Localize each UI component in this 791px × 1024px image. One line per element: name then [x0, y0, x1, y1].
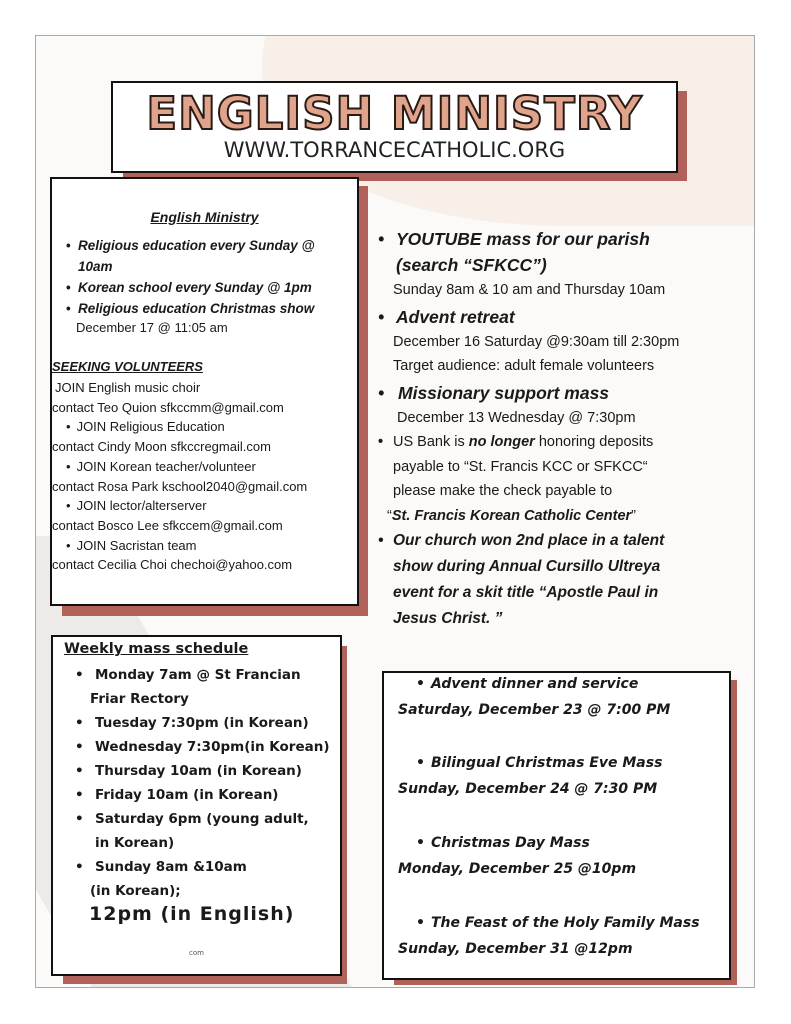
event-title: • Christmas Day Mass	[398, 830, 636, 856]
ministry-list	[66, 235, 351, 319]
mass-time-item	[75, 807, 340, 855]
volunteers-list	[52, 378, 307, 575]
youtube-times: Sunday 8am & 10 am and Thursday 10am	[393, 282, 666, 298]
youtube-title: • YOUTUBE mass for our parish	[396, 229, 650, 249]
volunteer-contact: contact Rosa Park kschool2040@gmail.com	[52, 478, 308, 494]
event-item	[398, 750, 662, 802]
footer-note: com	[189, 949, 204, 957]
mass-time: Monday 7am @ St Francian	[95, 667, 301, 683]
bank-notice-text: honoring deposits	[534, 434, 654, 450]
talent-show-announcement	[378, 528, 743, 632]
list-item: • Religious education Christmas show	[66, 298, 351, 319]
page-title: ENGLISH MINISTRY	[146, 87, 643, 140]
check-payee: St. Francis Korean Catholic Center	[391, 507, 632, 524]
talent-line: event for a skit title “Apostle Paul in	[393, 584, 659, 601]
mass-location: Friar Rectory	[90, 691, 189, 707]
event-title: • Advent dinner and service	[398, 671, 670, 697]
event-title: • The Feast of the Holy Family Mass	[398, 910, 700, 936]
talent-line: Jesus Christ. ”	[393, 610, 503, 627]
announcements	[378, 226, 743, 632]
mass-time-item	[75, 735, 340, 759]
missionary-mass-title: • Missionary support mass	[378, 380, 743, 406]
weekly-list	[75, 663, 340, 903]
event-datetime: Monday, December 25 @10pm	[398, 861, 637, 877]
event-datetime: Sunday, December 31 @12pm	[398, 941, 633, 957]
youtube-announcement	[378, 226, 743, 278]
bank-notice-text: US Bank is	[393, 434, 469, 450]
talent-line: show during Annual Cursillo Ultreya	[393, 558, 661, 575]
mass-time-item	[75, 759, 340, 783]
english-mass-time: 12pm (in English)	[89, 903, 295, 925]
advent-retreat-title: • Advent retreat	[378, 304, 743, 330]
event-title: • Bilingual Christmas Eve Mass	[398, 750, 662, 776]
mass-time-item	[75, 855, 340, 903]
quote-mark: ”	[631, 507, 636, 524]
weekly-heading: Weekly mass schedule	[64, 641, 249, 657]
events-box	[382, 671, 731, 980]
volunteer-role	[52, 536, 307, 556]
bank-notice-line: payable to “St. Francis KCC or SFKCC“	[393, 458, 648, 475]
weekly-mass-schedule-box	[51, 635, 342, 976]
mass-note: in Korean)	[95, 835, 175, 851]
volunteer-role	[52, 496, 307, 516]
volunteer-contact: contact Bosco Lee sfkccem@gmail.com	[52, 517, 283, 533]
event-item	[398, 910, 700, 962]
mass-time: Sunday 8am &10am	[95, 859, 247, 875]
event-datetime: Saturday, December 23 @ 7:00 PM	[398, 702, 671, 718]
youtube-search-hint: (search “SFKCC”)	[396, 255, 547, 275]
volunteer-role: JOIN English music choir	[55, 380, 201, 395]
volunteer-contact: contact Teo Quion sfkccmm@gmail.com	[52, 399, 284, 415]
ministry-box	[50, 177, 359, 606]
advent-retreat-audience: Target audience: adult female volunteers	[393, 358, 655, 374]
mass-time: Wednesday 7:30pm(in Korean)	[95, 739, 330, 755]
volunteer-role-text: JOIN Sacristan team	[76, 537, 197, 553]
bank-notice	[378, 430, 743, 528]
advent-retreat-date: December 16 Saturday @9:30am till 2:30pm	[393, 334, 680, 350]
mass-time: Saturday 6pm (young adult,	[95, 811, 309, 827]
christmas-show-date: December 17 @ 11:05 am	[76, 320, 228, 335]
website-url[interactable]: WWW.TORRANCECATHOLIC.ORG	[223, 138, 566, 162]
volunteer-role-text: JOIN Religious Education	[76, 419, 225, 435]
talent-line: • Our church won 2nd place in a talent	[393, 532, 665, 549]
bank-notice-emphasis: no longer	[468, 434, 535, 450]
mass-time: Thursday 10am (in Korean)	[95, 763, 302, 779]
mass-time-item	[75, 783, 340, 807]
volunteer-role-text: JOIN Korean teacher/volunteer	[76, 458, 256, 474]
list-item: • Korean school every Sunday @ 1pm	[66, 277, 351, 298]
mass-time: Tuesday 7:30pm (in Korean)	[95, 715, 309, 731]
volunteer-contact: contact Cecilia Choi chechoi@yahoo.com	[52, 557, 293, 573]
volunteer-role-text: JOIN lector/alterserver	[76, 498, 207, 514]
payee-line	[387, 504, 743, 529]
volunteer-role	[52, 417, 307, 437]
mass-time-item	[75, 711, 340, 735]
event-item	[398, 830, 636, 882]
mass-note: (in Korean);	[90, 883, 181, 899]
event-item	[398, 671, 670, 723]
bank-notice-line: please make the check payable to	[393, 483, 613, 499]
mass-time-item	[75, 663, 340, 711]
ministry-heading: English Ministry	[150, 209, 259, 225]
event-datetime: Sunday, December 24 @ 7:30 PM	[398, 781, 658, 797]
missionary-mass-date: December 13 Wednesday @ 7:30pm	[397, 410, 636, 426]
title-banner	[111, 81, 678, 173]
volunteers-heading: SEEKING VOLUNTEERS	[52, 359, 203, 374]
volunteer-contact: contact Cindy Moon sfkccregmail.com	[52, 439, 271, 455]
mass-time: Friday 10am (in Korean)	[95, 787, 279, 803]
quote-mark: “	[387, 507, 392, 524]
list-item: • Religious education every Sunday @ 10am	[66, 235, 351, 277]
volunteer-role	[52, 457, 307, 477]
